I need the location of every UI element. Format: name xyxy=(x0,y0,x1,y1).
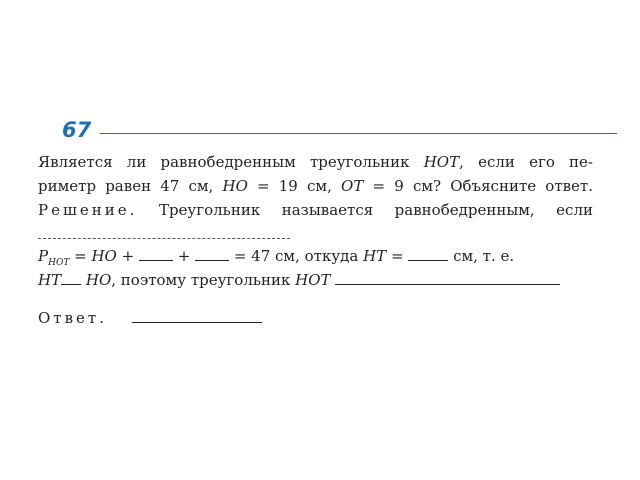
solution-line-1 xyxy=(38,201,593,219)
blank-side-1[interactable] xyxy=(139,248,173,261)
solution-line-3 xyxy=(38,247,593,272)
solution-line-4 xyxy=(38,271,593,289)
answer-blank-definition[interactable] xyxy=(38,238,290,239)
triangle-name: HOT xyxy=(423,153,460,171)
statement-line-1 xyxy=(38,153,593,171)
blank-side-2[interactable] xyxy=(195,248,229,261)
segment-ht: HT xyxy=(363,247,387,265)
statement-text: , если его пе- xyxy=(459,153,593,171)
equation-text: = xyxy=(386,247,409,265)
problem-header xyxy=(62,118,617,148)
equation-text: = 47 см, откуда xyxy=(229,247,364,265)
equation-text: = xyxy=(69,247,92,265)
equation-text: + xyxy=(172,247,196,265)
statement-text: Является ли равнобедренным треугольник xyxy=(38,153,424,171)
segment-ho: HO xyxy=(222,177,248,195)
solution-text: Треугольник называется равнобедренным, если xyxy=(158,201,593,219)
perimeter-symbol: P xyxy=(38,247,49,265)
equation-text: см, т. е. xyxy=(448,247,515,265)
answer-label: Ответ. xyxy=(38,309,107,327)
blank-ht-value[interactable] xyxy=(408,248,448,261)
header-rule xyxy=(100,133,617,134)
statement-line-2 xyxy=(38,177,593,195)
blank-comparison[interactable] xyxy=(61,272,81,285)
blank-conclusion[interactable] xyxy=(335,272,560,285)
statement-text: = 19 см, xyxy=(247,177,342,195)
triangle-name: HOT xyxy=(295,271,331,289)
problem-number: 67 xyxy=(62,118,92,142)
statement-text: риметр равен 47 см, xyxy=(38,177,223,195)
solution-text: , поэтому треугольник xyxy=(111,271,296,289)
segment-ht: HT xyxy=(38,271,62,289)
segment-ho: HO xyxy=(91,247,117,265)
answer-line xyxy=(38,309,593,327)
blank-answer[interactable] xyxy=(132,310,262,323)
statement-text: = 9 см? Объясните ответ. xyxy=(363,177,594,195)
perimeter-subscript: HOT xyxy=(48,258,70,268)
segment-ot: OT xyxy=(341,177,364,195)
equation-text: + xyxy=(116,247,139,265)
segment-ho: HO xyxy=(85,271,112,289)
solution-label: Решение. xyxy=(38,201,138,219)
